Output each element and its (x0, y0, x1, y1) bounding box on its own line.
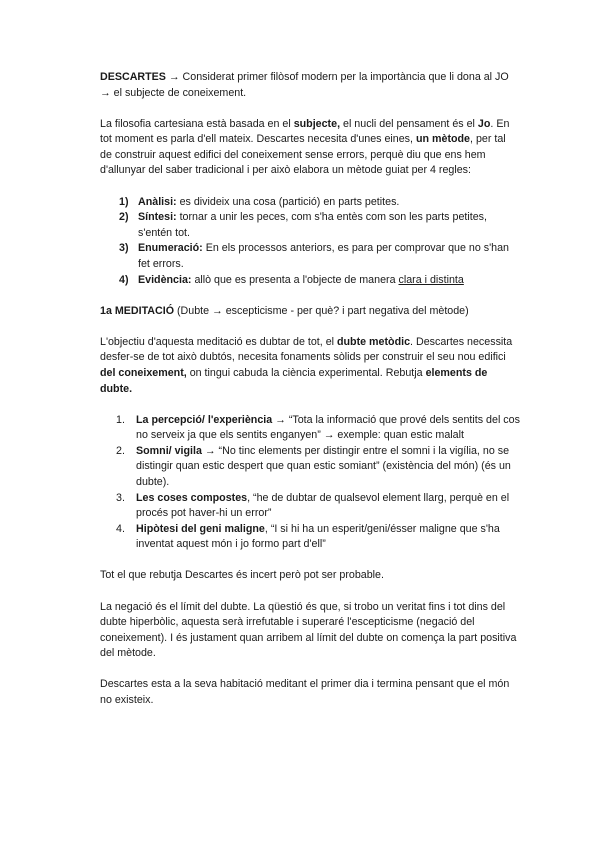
doubt-label: Hipòtesi del geni maligne (136, 522, 265, 535)
list-number: 3. (116, 491, 125, 504)
list-number: 3) (119, 242, 129, 255)
list-number: 2) (119, 211, 129, 224)
doubt-text: , “he de dubtar de qualsevol element llarg, perquè en el procés pot haver-hi un error” (136, 491, 510, 520)
list-item (100, 210, 520, 241)
text-run: . En tot moment es parla d'ell mateix. Descartes necesita d'unes eines, (100, 117, 510, 146)
list-number: 1. (116, 413, 125, 426)
text-run: el nucli del pensament és el (340, 117, 478, 130)
doubt-label: La percepció/ l'experiència (136, 413, 273, 426)
list-item (100, 522, 520, 553)
meditation-title: 1a MEDITACIÓ (100, 304, 175, 317)
doubt-label: Somni/ vigila (136, 444, 202, 457)
doubt-text: → “Tota la informació que prové dels sentits del cos no serveix ja que els sentits enganyen” → exemple: quan estic malalt (136, 413, 520, 442)
rule-text: es divideix una cosa (partició) en parts petites. (176, 195, 400, 208)
list-number: 4) (119, 273, 129, 286)
negation-paragraph: La negació és el límit del dubte. La qüestió és que, si trobo un veritat fins i tot dins del dubte hiperbòlic, aquesta serà irrefutable i superaré l'escepticisme (negació del coneixement). I és justament quan arribem al límit del dubte on comença la part positiva del mètode. (100, 600, 517, 660)
meditation-heading (100, 304, 520, 320)
bold-dubte-metodic: dubte metòdic (336, 335, 411, 348)
rule-label: Enumeració: (138, 242, 203, 255)
rules-list (100, 195, 520, 289)
list-number: 4. (116, 522, 125, 535)
document-page (100, 70, 520, 724)
underlined-text: clara i distinta (398, 273, 464, 286)
list-item (100, 241, 520, 272)
objective-paragraph (100, 335, 520, 397)
list-item (100, 413, 520, 444)
bold-elements-dubte: elements de dubte. (100, 366, 488, 395)
text-run: La filosofia cartesiana està basada en el (100, 117, 294, 130)
uncertain-paragraph: Tot el que rebutja Descartes és incert però pot ser probable. (100, 569, 384, 582)
rule-text: tornar a unir les peces, com s'ha entès com son les parts petites, s'entén tot. (138, 211, 487, 239)
doubts-list (100, 413, 520, 553)
bold-metode: un mètode (415, 133, 471, 146)
rule-label: Evidència: (138, 273, 192, 286)
doubt-text: → “No tinc elements per distingir entre el somni i la vigília, no se distingir quan estic despert que quan estic somiant” (existència del món) (és un dubte). (136, 444, 511, 488)
bold-subjecte: subjecte, (293, 117, 341, 130)
list-number: 2. (116, 444, 125, 457)
doubt-label: Les coses compostes (136, 491, 248, 504)
bold-jo: Jo (477, 117, 491, 130)
bold-coneixement: del coneixement, (100, 366, 187, 379)
list-item (100, 444, 520, 491)
text-run: , per tal de construir aquest edifici del coneixement sense errors, perquè diu que ens hem d'allunyar del saber tradicional i per això elabora un mètode guiat per 4 regles: (100, 133, 506, 177)
text-run: L'objectiu d'aquesta meditació es dubtar de tot, el (100, 335, 337, 348)
doubt-text: , “I si hi ha un esperit/geni/ésser maligne que s'ha inventat aquest món i jo formo part d'ell” (136, 522, 500, 551)
list-number: 1) (119, 195, 129, 208)
intro-paragraph (100, 70, 520, 101)
intro-text: → Considerat primer filòsof modern per la importància que li dona al JO → el subjecte de coneixement. (100, 71, 509, 99)
text-run: . Descartes necessita desfer-se de tot això dubtós, necesita fonaments sòlids per construir el seu nou edifici (100, 335, 513, 364)
text-run: on tingui cabuda la ciència experimental. Rebutja (186, 366, 426, 379)
intro-title: DESCARTES (100, 71, 166, 83)
list-item (100, 273, 520, 289)
list-item (100, 195, 520, 211)
rule-text: En els processos anteriors, es para per comprovar que no s'han fet errors. (138, 242, 509, 270)
rule-text: allò que es presenta a l'objecte de manera (191, 273, 399, 286)
cartesian-paragraph (100, 117, 520, 179)
meditation-subtitle: (Dubte → escepticisme - per què? i part negativa del mètode) (174, 304, 469, 317)
closing-paragraph: Descartes esta a la seva habitació meditant el primer dia i termina pensant que el món no existeix. (100, 678, 510, 706)
rule-label: Síntesi: (138, 211, 177, 224)
rule-label: Anàlisi: (138, 195, 177, 208)
list-item (100, 491, 520, 522)
